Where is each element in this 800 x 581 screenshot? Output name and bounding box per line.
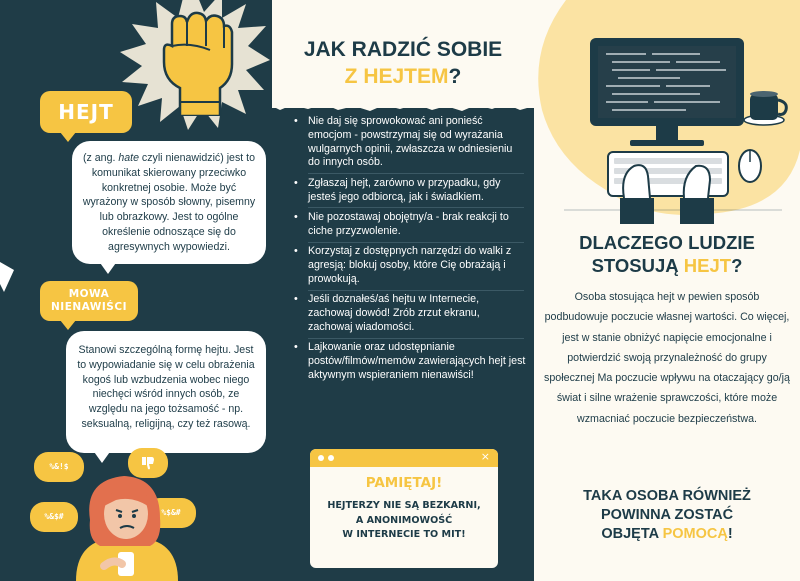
mouse-icon (739, 150, 761, 182)
remember-line: A ANONIMOWOŚĆ (355, 514, 453, 526)
window-dot-icon (328, 455, 334, 461)
computer-workstation-icon (550, 24, 790, 224)
hate-speech-tag (40, 281, 138, 321)
hejt-def-prefix: (z ang. (83, 152, 119, 164)
why-title-question-mark: ? (731, 255, 743, 276)
why-paragraph: Osoba stosująca hejt w pewien sposób podbudowuje poczucie własnej wartości. Co więcej, jest w stanie obniżyć napięcie emocjonalne i potwierdzić swoją przynależność do grupy społecznej Ma poczucie wpływu na otaczający go/ją świat i silne wrażenie sprawczości, które może wzmacniać poczucie bezpieczeństwa. (544, 291, 790, 425)
curse-symbols: %&!$ (49, 462, 69, 471)
mowa-label-1: MOWA (68, 288, 110, 300)
angry-girl-illustration (20, 440, 250, 581)
panel-how-to-deal (272, 0, 534, 581)
window-dot-icon (318, 455, 324, 461)
remember-line: W INTERNECIE TO MIT! (342, 529, 466, 540)
list-item: • Korzystaj z dostępnych narzędzi do walki z agresją: blokuj osoby, które Cię obrażają i prowokują. (294, 245, 526, 286)
list-item: • Lajkowanie oraz udostępnianie postów/filmów/memów zawierających hejt jest aktywnym wspieraniem nienawiści! (294, 341, 526, 382)
why-title (534, 231, 800, 277)
tips-list (294, 115, 526, 389)
hejt-tag (40, 91, 132, 133)
list-item: • Jeśli doznałeś/aś hejtu w Internecie, zachowaj dowód! Zrób zrzut ekranu, zachowaj wiadomości. (294, 293, 526, 334)
closing-line-2: POWINNA ZOSTAĆ (600, 507, 734, 523)
title-line-2 (272, 63, 534, 90)
curse-symbols: %$&# (161, 508, 181, 517)
why-title-highlight: HEJT (683, 255, 732, 276)
curse-symbols: %&$# (44, 512, 64, 521)
closing-highlight: POMOCĄ (662, 526, 728, 542)
remember-title: PAMIĘTAJ! (365, 475, 443, 491)
hejt-def-english: hate (118, 152, 139, 164)
closing-exclamation: ! (727, 526, 733, 542)
hejt-def-text: czyli nienawidzić) jest to komunikat skierowany przeciwko konkretnej osobie. Może być wyrażony w sposób słowny, pisemny lub obrazkowy. Jest to ogólne określenie odnoszące się do agresywnych wypowiedzi. (82, 152, 256, 253)
torn-paper-edge (272, 96, 534, 116)
title-highlight: Z HEJTEM (344, 65, 449, 88)
list-item: • Zgłaszaj hejt, zarówno w przypadku, gdy jesteś jego odbiorcą, jak i świadkiem. (294, 177, 526, 205)
window-title-bar (310, 449, 498, 467)
why-title-part: STOSUJĄ (591, 255, 684, 276)
closing-line-3 (534, 525, 800, 544)
closing-part: OBJĘTA (601, 526, 663, 542)
closing-line-1: TAKA OSOBA RÓWNIEŻ (583, 488, 751, 504)
why-title-line-2 (534, 254, 800, 277)
hate-speech-def-text: Stanowi szczególną formę hejtu. Jest to wypowiadanie się w celu obrażenia kogoś lub wzbudzenia wobec niego niechęci wśród innych osób, ze względu na jego tożsamość - np. seksualną, religijną, czy też rasową. (77, 344, 255, 430)
coffee-cup-icon (744, 91, 786, 125)
close-icon: × (480, 450, 490, 463)
raised-fist-icon (150, 6, 240, 116)
list-item: • Nie daj się sprowokować ani ponieść emocjom - powstrzymaj się od wyrażania wulgarnych opinii, zwłaszcza w odniesieniu do innych osób. (294, 115, 526, 170)
remember-line: HEJTERZY NIE SĄ BEZKARNI, (327, 500, 481, 511)
hejt-definition-bubble (72, 141, 266, 264)
remember-window (310, 449, 498, 568)
mowa-label-2: NIENAWIŚCI (51, 301, 127, 313)
why-title-line-1: DLACZEGO LUDZIE (579, 232, 755, 253)
how-to-deal-title (272, 36, 534, 90)
list-item: • Nie pozostawaj obojętny/a - brak reakcji to ciche przyzwolenie. (294, 211, 526, 239)
decorative-shape (0, 262, 14, 292)
panel-hejt-definitions (0, 0, 272, 581)
hejt-label: HEJT (58, 100, 114, 124)
remember-text (310, 499, 498, 543)
title-question-mark: ? (448, 65, 462, 88)
panel-why-people-hate (534, 0, 800, 581)
closing-statement (534, 487, 800, 544)
title-line-1: JAK RADZIĆ SOBIE (303, 38, 503, 61)
hate-speech-definition-bubble (66, 331, 266, 453)
